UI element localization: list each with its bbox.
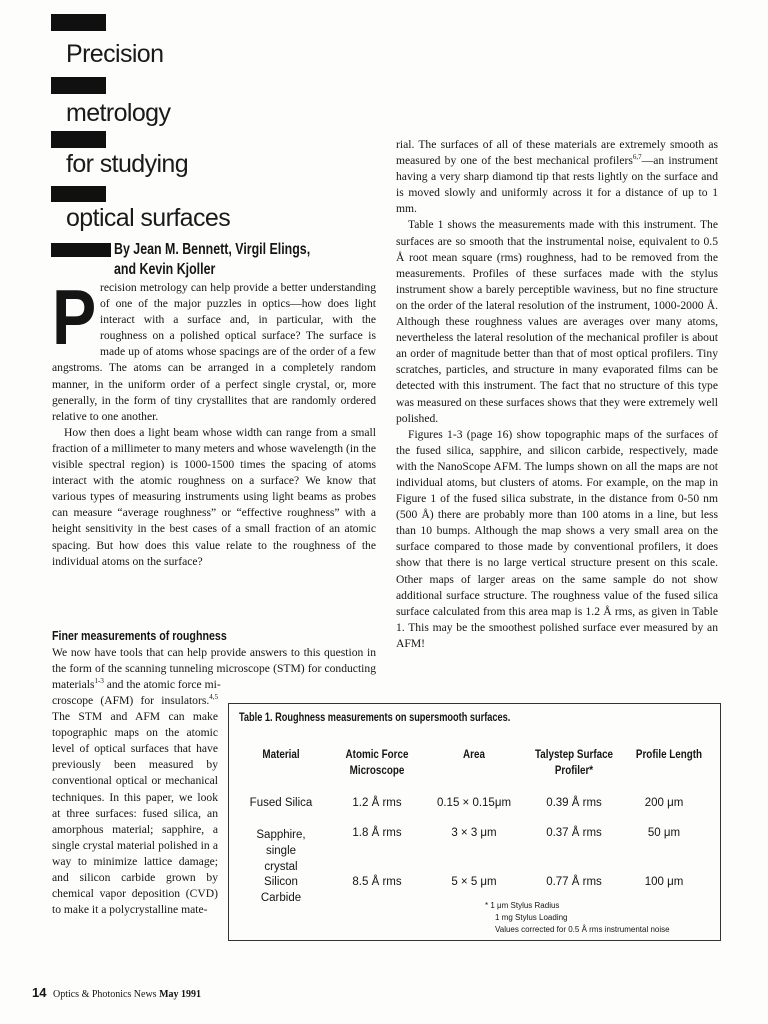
- left-column-top: [52, 273, 376, 570]
- paragraph-3-narrow-text: croscope (AFM) for insulators.: [52, 694, 210, 707]
- table-cell-afm: 8.5 Å rms: [352, 876, 402, 888]
- intro-paragraph: [52, 273, 376, 425]
- table-header-talystep: Talystep Surface Profiler*: [534, 747, 614, 777]
- paragraph-3-narrow: [52, 693, 218, 918]
- table-header-afm: Atomic Force Microscope: [345, 747, 409, 777]
- table-cell-talystep: 0.37 Å rms: [546, 827, 602, 839]
- left-column-narrow: [52, 693, 218, 918]
- table-header-profile-length: Profile Length: [635, 747, 703, 761]
- right-paragraph-2: Table 1 shows the measurements made with this instrument. The surfaces are so smooth that the instrumental noise, equivalent to 0.5 Å root mean square (rms) roughness, had to be removed from the measurements. Profiles of these surfaces made with the stylus instrument show a barely perceptible waviness, but no fine structure on the order of the lateral resolution of the instrument, 1000-2000 Å. Although these roughness values are averages over many atoms, nevertheless the lateral resolution of the mechanical profiler is about an order of magnitude better than that of most optical profilers. Tiny scratches, particles, and structure in many evaporated films can be detected with this instrument. The fact that no structure of this type was measured on these surfaces shows that they were extremely well polished.: [396, 218, 718, 425]
- table-cell-profile-length: 100 μm: [644, 876, 684, 888]
- table-cell-afm: 1.2 Å rms: [352, 797, 402, 809]
- title-bar-1: [51, 14, 106, 31]
- citation-4-5: 4,5: [209, 693, 218, 702]
- paragraph-3-text: We now have tools that can help provide answers to this question in the form of the scanning tunneling microscope (STM) for conducting materials: [52, 646, 376, 692]
- paragraph-3-narrow-text-end: The STM and AFM can make topographic maps on the atomic level of optical surfaces that have previously been measured by conventional optical or mechanical techniques. In this paper, we look at three surfaces: fused silica, an amorphous material; sapphire, a single crystal material polished in a way to minimize lattice damage; and silicon carbide grown by chemical vapor deposition (CVD) to make it a polycrystalline mate-: [52, 710, 218, 917]
- intro-text: recision metrology can help provide a better understanding of one of the major puzzles in optics—how does light interact with a surface and, in particular, with the roughness on a polished optical surface? The surface is made up of atoms whose spacings are of the order of a few angstroms. The atoms can be arranged in a completely random manner, in the uniform order of a perfect single crystal, or, more generally, in the form of tiny crystallites that are randomly ordered relative to one another.: [52, 281, 376, 423]
- table-cell-material: Silicon Carbide: [260, 876, 302, 904]
- title-bar-3: [51, 131, 106, 148]
- table-cell-talystep: 0.77 Å rms: [546, 876, 602, 888]
- table-note-stylus-loading: 1 mg Stylus Loading: [495, 913, 568, 922]
- table-cell-area: 5 × 5 μm: [451, 876, 497, 888]
- table-cell-material: Sapphire, single crystal: [256, 829, 306, 873]
- table-cell-afm: 1.8 Å rms: [352, 827, 402, 839]
- issue-date: May 1991: [159, 989, 202, 1000]
- citation-6-7: 6,7: [632, 153, 642, 162]
- table-cell-area: 0.15 × 0.15μm: [436, 797, 512, 809]
- page-footer: [32, 985, 201, 1000]
- drop-cap: P: [52, 273, 97, 361]
- table-cell-profile-length: 200 μm: [644, 797, 684, 809]
- table-note-correction: Values corrected for 0.5 Å rms instrumental noise: [495, 925, 670, 934]
- paragraph-3-text-end: and the atomic force mi-: [103, 678, 221, 692]
- paragraph-3: [52, 645, 376, 693]
- title-bar-4: [51, 186, 106, 202]
- roughness-table: [228, 703, 721, 941]
- title-line-1: Precision: [66, 40, 164, 68]
- right-paragraph-3: Figures 1-3 (page 16) show topographic maps of the surfaces of the fused silica, sapphire, and silicon carbide, respectively, made with the NanoScope AFM. The lumps shown on all the maps are not individual atoms, but clusters of atoms. For example, on the map in Figure 1 of the fused silica substrate, in the distance from 0-50 nm (500 Å) there are probably more than 100 atoms in a line, but less than 10 bumps. Although the map shows a very small area on the surface compared to those made by conventional profilers, it does show that there is no large vertical structure present on this scale. Other maps of larger areas on the same sample do not show additional surface structure. The roughness value of the fused silica surface calculated from this area map is 1.2 Å rms, as given in Table 1. This may be the smoothest polished surface ever measured by an AFM!: [396, 427, 718, 650]
- table-cell-area: 3 × 3 μm: [451, 827, 497, 839]
- right-column: [396, 137, 718, 652]
- right-paragraph-1-text-end: —an instrument having a very sharp diamond tip that rests lightly on the surface and is moved slowly and uniformly across it for a distance of up to 1 mm.: [396, 154, 718, 216]
- right-paragraph-1-text: rial. The surfaces of all of these materials are extremely smooth as measured by one of the best mechanical profilers: [396, 138, 718, 168]
- table-cell-material: Fused Silica: [249, 797, 313, 809]
- left-column-section: [52, 645, 376, 693]
- title-line-3: for studying: [66, 150, 189, 178]
- byline-line-1: By Jean M. Bennett, Virgil Elings,: [114, 241, 311, 258]
- right-paragraph-1: [396, 137, 718, 217]
- table-note-stylus-radius: * 1 μm Stylus Radius: [485, 901, 560, 910]
- title-line-2: metrology: [66, 99, 171, 127]
- table-header-area: Area: [463, 747, 485, 761]
- title-line-4: optical surfaces: [66, 204, 231, 232]
- table-title: Table 1. Roughness measurements on supersmooth surfaces.: [239, 712, 511, 724]
- page-number: 14: [32, 985, 47, 1000]
- byline-line-2: and Kevin Kjoller: [114, 261, 216, 278]
- title-bar-2: [51, 77, 106, 94]
- paragraph-2: How then does a light beam whose width can range from a small fraction of a millimeter to many meters and whose wavelength (in the visible spectral region) is 1000-1500 times the spacing of atoms interact with the atomic roughness on a surface? We know that various types of measuring instruments using light beams as probes can measure “average roughness” or “effective roughness” with a height sensitivity in the best cases of a small fraction of an atomic spacing. But how does this value relate to the roughness of the individual atoms on the surface?: [52, 425, 376, 568]
- section-heading: Finer measurements of roughness: [52, 628, 227, 643]
- journal-name: Optics & Photonics News: [52, 989, 157, 1000]
- citation-1-3: 1-3: [94, 677, 104, 686]
- table-cell-talystep: 0.39 Å rms: [546, 797, 602, 809]
- table-cell-profile-length: 50 μm: [647, 827, 681, 839]
- byline-bar: [51, 243, 111, 257]
- table-header-material: Material: [262, 747, 300, 761]
